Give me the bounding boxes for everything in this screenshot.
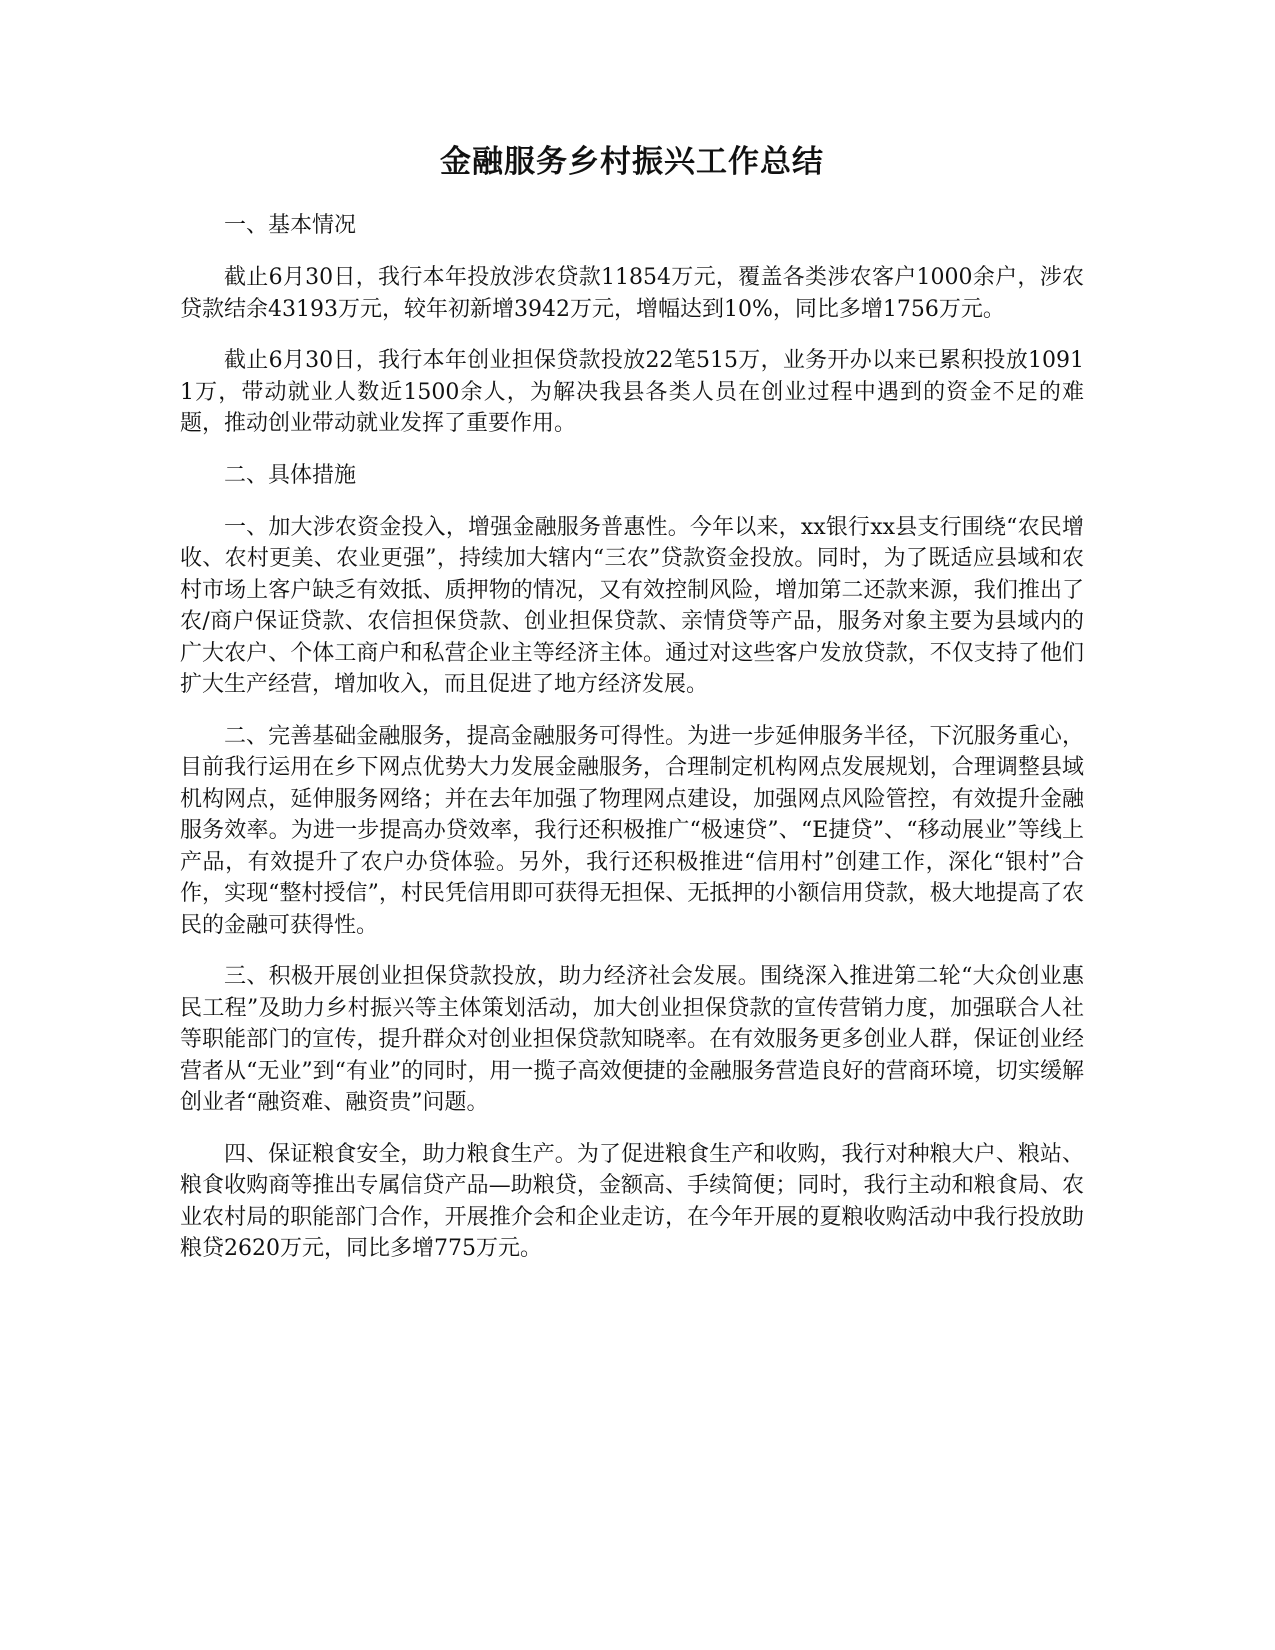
document-title: 金融服务乡村振兴工作总结 — [440, 144, 824, 180]
paragraph: 一、加大涉农资金投入，增强金融服务普惠性。今年以来，xx银行xx县支行围绕“农民增收、农村更美、农业更强”，持续加大辖内“三农”贷款资金投放。同时，为了既适应县域和农村市场上客户缺乏有效抵、质押物的情况，又有效控制风险，增加第二还款来源，我们推出了农/商户保证贷款、农信担保贷款、创业担保贷款、亲情贷等产品，服务对象主要为县域内的广大农户、个体工商户和私营企业主等经济主体。通过对这些客户发放贷款，不仅支持了他们扩大生产经营，增加收入，而且促进了地方经济发展。 — [180, 514, 1084, 697]
section-heading: 二、具体措施 — [224, 462, 357, 488]
paragraph: 截止6月30日，我行本年创业担保贷款投放22笔515万，业务开办以来已累积投放10911万，带动就业人数近1500余人，为解决我县各类人员在创业过程中遇到的资金不足的难题，推动创业带动就业发挥了重要作用。 — [180, 348, 1084, 436]
paragraph: 截止6月30日，我行本年投放涉农贷款11854万元，覆盖各类涉农客户1000余户，涉农贷款结余43193万元，较年初新增3942万元，增幅达到10%，同比多增1756万元。 — [180, 265, 1084, 322]
paragraph: 四、保证粮食安全，助力粮食生产。为了促进粮食生产和收购，我行对种粮大户、粮站、粮食收购商等推出专属信贷产品—助粮贷，金额高、手续简便；同时，我行主动和粮食局、农业农村局的职能部门合作，开展推介会和企业走访，在今年开展的夏粮收购活动中我行投放助粮贷2620万元，同比多增775万元。 — [180, 1141, 1084, 1261]
paragraph: 三、积极开展创业担保贷款投放，助力经济社会发展。围绕深入推进第二轮“大众创业惠民工程”及助力乡村振兴等主体策划活动，加大创业担保贷款的宣传营销力度，加强联合人社等职能部门的宣传，提升群众对创业担保贷款知晓率。在有效服务更多创业人群，保证创业经营者从“无业”到“有业”的同时，用一揽子高效便捷的金融服务营造良好的营商环境，切实缓解创业者“融资难、融资贵”问题。 — [180, 964, 1084, 1115]
section-specific-measures — [180, 460, 1084, 1265]
document-page — [180, 140, 1084, 1285]
paragraph: 二、完善基础金融服务，提高金融服务可得性。为进一步延伸服务半径，下沉服务重心，目前我行运用在乡下网点优势大力发展金融服务，合理制定机构网点发展规划，合理调整县域机构网点，延伸服务网络；并在去年加强了物理网点建设，加强网点风险管控，有效提升金融服务效率。为进一步提高办贷效率，我行还积极推广“极速贷”、“E捷贷”、“移动展业”等线上产品，有效提升了农户办贷体验。另外，我行还积极推进“信用村”创建工作，深化“银村”合作，实现“整村授信”，村民凭信用即可获得无担保、无抵押的小额信用贷款，极大地提高了农民的金融可获得性。 — [180, 723, 1084, 938]
section-basic-situation — [180, 210, 1084, 440]
section-heading: 一、基本情况 — [224, 213, 357, 238]
